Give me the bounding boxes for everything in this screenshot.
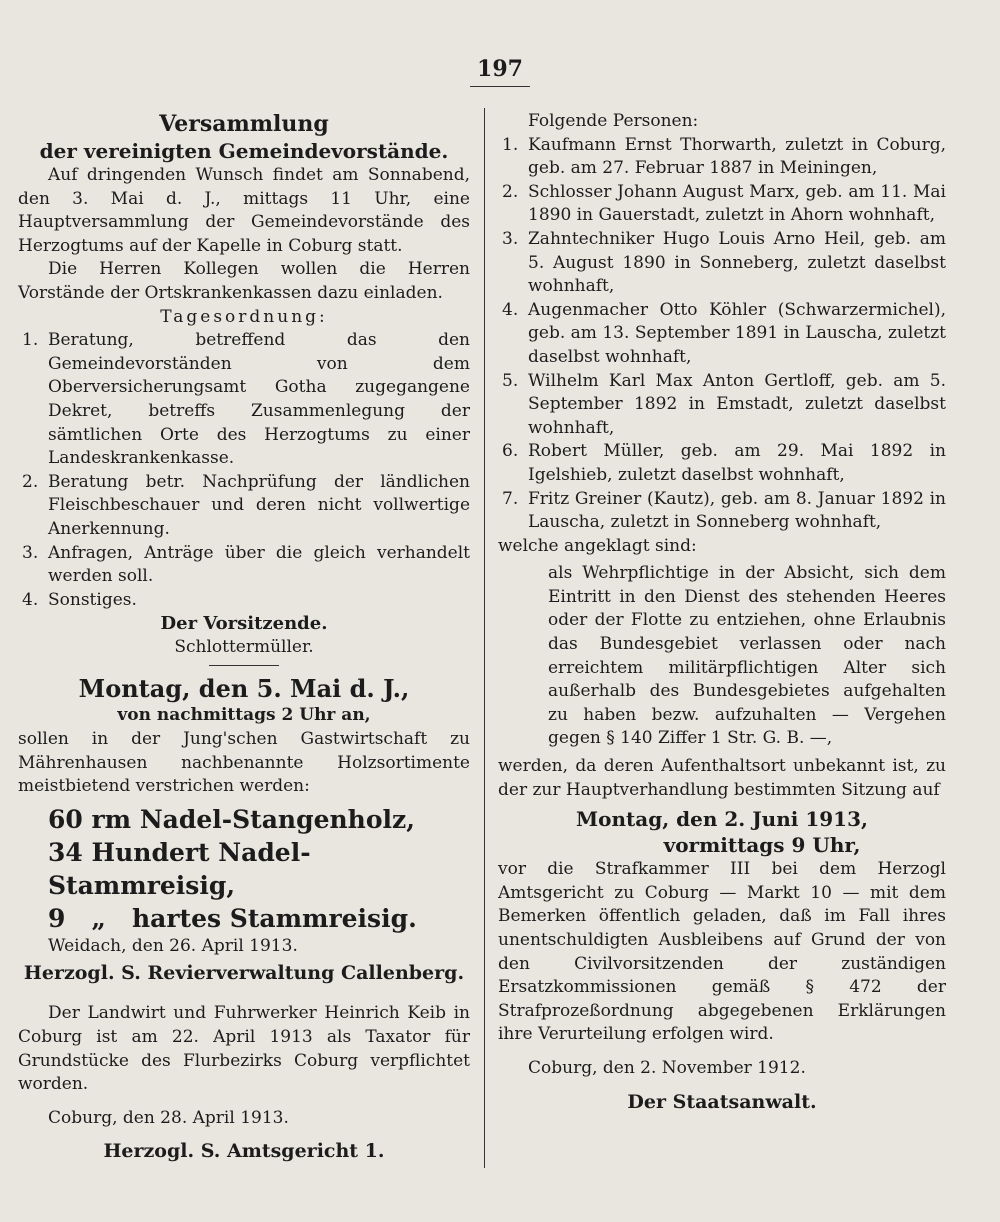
signature-title: Der Vorsitzende. (160, 613, 328, 635)
charge-text: als Wehrpflichtige in der Absicht, sich dem Eintritt in den Dienst des stehenden Heeres oder der Flotte zu entziehen, ohne Erlaubnis das Bundesgebiet verlassen oder nach erreichtem militärpflichtigen Alter sich außerhalb des Bundesgebietes aufgehalten zu haben bezw. aufzuhalten — Vergehen gegen § 140 Ziffer 1 Str. G. B. —, (548, 563, 946, 749)
court-paragraph: vor die Strafkammer III bei dem Herzogl Amtsgericht zu Coburg — Markt 10 — mit dem Bemerken öffentlich geladen, daß im Fall ihres unentschuldigten Ausbleibens auf Grund der von den Civilvorsitzenden der zuständigen Ersatzkommissionen gemäß § 472 der Strafprozeßordnung abgegebenen Erklärungen ihre Verurteilung erfolgen wird. (498, 859, 946, 1045)
agenda-item-text: Sonstiges. (48, 589, 137, 610)
notice-title: Versammlung (159, 111, 329, 137)
agenda-item-number: 3. (22, 542, 39, 563)
auction-authority: Herzogl. S. Revierverwaltung Callenberg. (23, 962, 465, 985)
summons-paragraph: werden, da deren Aufenthaltsort unbekannt ist, zu der zur Hauptverhandlung bestimmten Sitzung auf (498, 756, 946, 800)
agenda-list (18, 329, 470, 612)
person-item (498, 181, 946, 228)
agenda-item (18, 542, 470, 589)
agenda-item-text: Anfragen, Anträge über die gleich verhandelt werden soll. (48, 542, 470, 587)
page-number-rule (470, 86, 530, 87)
agenda-item-number: 1. (22, 330, 39, 351)
assessor-paragraph: Der Landwirt und Fuhrwerker Heinrich Keib in Coburg ist am 22. April 1913 als Taxator für Grundstücke des Flurbezirks Coburg verpflichtet worden. (18, 1003, 470, 1095)
court-place-date: Coburg, den 2. November 1912. (528, 1057, 806, 1078)
court-authority: Der Staatsanwalt. (627, 1090, 817, 1113)
person-number: 2. (502, 181, 519, 202)
person-item (498, 488, 946, 535)
agenda-item (18, 329, 470, 471)
hearing-date: Montag, den 2. Juni 1913, (576, 807, 868, 832)
auction-paragraph: sollen in der Jung'schen Gastwirtschaft zu Mährenhausen nachbenannte Holzsortimente meistbietend verstrichen werden: (18, 729, 470, 797)
person-text: Schlosser Johann August Marx, geb. am 11. Mai 1890 in Gauerstadt, zuletzt in Ahorn wohnhaft, (528, 181, 946, 226)
person-number: 7. (502, 488, 519, 509)
person-text: Augenmacher Otto Köhler (Schwarzermichel), geb. am 13. September 1891 in Lauscha, zuletzt daselbst wohnhaft, (528, 299, 946, 367)
agenda-item-number: 4. (22, 589, 39, 610)
section-rule (209, 665, 279, 666)
notice-subtitle: der vereinigten Gemeindevorstände. (39, 139, 449, 163)
person-number: 5. (502, 370, 519, 391)
person-text: Wilhelm Karl Max Anton Gertloff, geb. am 5. September 1892 in Emstadt, zuletzt daselbst wohnhaft, (528, 370, 946, 438)
signature-name: Schlottermüller. (174, 636, 314, 657)
assessor-authority: Herzogl. S. Amtsgericht 1. (103, 1140, 385, 1163)
person-number: 1. (502, 134, 519, 155)
person-item (498, 299, 946, 370)
persons-intro: Folgende Personen: (528, 111, 699, 131)
auction-subline: von nachmittags 2 Uhr an, (117, 705, 371, 726)
person-number: 3. (502, 228, 519, 249)
left-column (18, 110, 470, 1162)
agenda-item-text: Beratung betr. Nachprüfung der ländlichen Fleischbeschauer und deren nicht vollwertige Anerkennung. (48, 471, 470, 539)
notice-timber-auction (18, 674, 470, 984)
auction-lot: 9 „ hartes Stammreisig. (48, 903, 417, 933)
person-text: Fritz Greiner (Kautz), geb. am 8. Januar 1892 in Lauscha, zuletzt in Sonneberg wohnhaft, (528, 488, 946, 533)
page-number: 197 (477, 56, 523, 82)
auction-headline: Montag, den 5. Mai d. J., (78, 674, 410, 704)
hearing-time: vormittags 9 Uhr, (663, 833, 861, 858)
column-divider (484, 108, 485, 1168)
person-item (498, 134, 946, 181)
agenda-item-text: Beratung, betreffend das den Gemeindevorständen von dem Oberversicherungsamt Gotha zugegangene Dekret, betreffs Zusammenlegung der sämtlichen Orte des Herzogtums zu einer Landeskrankenkasse. (48, 330, 470, 469)
person-text: Kaufmann Ernst Thorwarth, zuletzt in Coburg, geb. am 27. Februar 1887 in Meiningen, (528, 134, 946, 179)
auction-place-date: Weidach, den 26. April 1913. (48, 935, 298, 956)
agenda-item (18, 589, 470, 613)
persons-list (498, 134, 946, 535)
person-item (498, 228, 946, 299)
person-text: Robert Müller, geb. am 29. Mai 1892 in Igelshieb, zuletzt daselbst wohnhaft, (528, 441, 946, 485)
person-item (498, 370, 946, 441)
assessor-place-date: Coburg, den 28. April 1913. (48, 1107, 289, 1128)
agenda-item (18, 471, 470, 542)
right-column (498, 110, 946, 1113)
agenda-heading: Tagesordnung: (160, 306, 328, 327)
notice-assessor (18, 1002, 470, 1162)
charged-line: welche angeklagt sind: (498, 535, 697, 556)
auction-lot: 34 Hundert Nadel-Stammreisig, (48, 837, 311, 900)
person-number: 4. (502, 299, 519, 320)
auction-lot: 60 rm Nadel-Stangenholz, (48, 804, 415, 834)
notice-paragraph: Die Herren Kollegen wollen die Herren Vorstände der Ortskrankenkassen dazu einladen. (18, 259, 470, 303)
agenda-item-number: 2. (22, 471, 39, 492)
person-text: Zahntechniker Hugo Louis Arno Heil, geb. am 5. August 1890 in Sonneberg, zuletzt daselbst wohnhaft, (528, 228, 946, 297)
person-number: 6. (502, 441, 519, 462)
notice-paragraph: Auf dringenden Wunsch findet am Sonnabend, den 3. Mai d. J., mittags 11 Uhr, eine Hauptversammlung der Gemeindevorstände des Herzogtums auf der Kapelle in Coburg statt. (18, 165, 470, 256)
person-item (498, 440, 946, 487)
notice-assembly (18, 110, 470, 659)
